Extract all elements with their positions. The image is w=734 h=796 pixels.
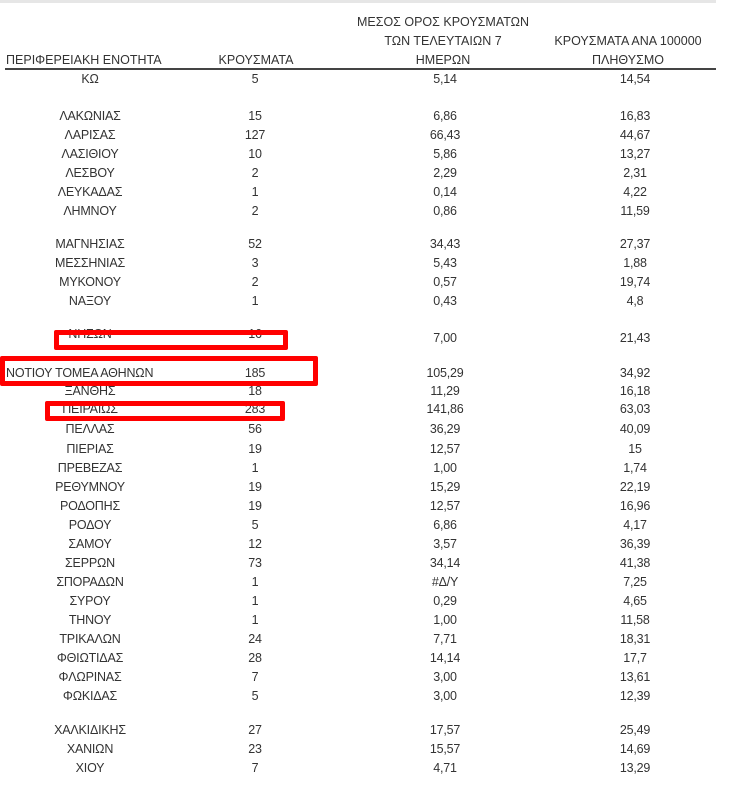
cell-cases: 7	[251, 761, 259, 775]
table-row	[0, 202, 734, 221]
cell-cases: 28	[248, 651, 262, 665]
cell-region: ΛΑΣΙΘΙΟΥ	[61, 147, 119, 161]
table-row	[0, 183, 734, 202]
cell-per100k: 19,74	[619, 275, 651, 289]
cell-per100k: 16,83	[619, 109, 651, 123]
cell-cases: 27	[248, 723, 262, 737]
cell-cases: 7	[251, 670, 259, 684]
table-row	[0, 145, 734, 164]
cell-cases: 19	[248, 442, 262, 456]
cell-cases: 10	[248, 147, 262, 161]
cell-avg7: 3,00	[433, 689, 457, 703]
cell-avg7: 15,29	[429, 480, 461, 494]
cell-per100k: 11,59	[620, 204, 650, 218]
cell-region: ΜΥΚΟΝΟΥ	[59, 275, 121, 289]
cell-region: ΡΟΔΟΠΗΣ	[60, 499, 120, 513]
cell-per100k: 41,38	[619, 556, 651, 570]
table-row	[0, 126, 734, 145]
table-row	[0, 440, 734, 459]
cell-region: ΧΑΛΚΙΔΙΚΗΣ	[54, 723, 126, 737]
cell-region: ΦΘΙΩΤΙΔΑΣ	[56, 651, 124, 665]
cell-cases: 2	[251, 275, 259, 289]
cell-per100k: 1,74	[623, 461, 647, 475]
cell-cases: 2	[251, 204, 259, 218]
cell-per100k: 15	[628, 442, 642, 456]
cell-per100k: 25,49	[619, 723, 651, 737]
table-row	[0, 70, 734, 89]
table-row	[0, 292, 734, 311]
cell-per100k: 36,39	[619, 537, 651, 551]
cell-avg7: 34,43	[429, 237, 461, 251]
cell-region: ΝΑΞΟΥ	[68, 294, 112, 308]
header-per100k-line2: ΠΛΗΘΥΣΜΟ	[592, 53, 664, 67]
cell-cases: 15	[248, 109, 262, 123]
cell-region: ΠΡΕΒΕΖΑΣ	[57, 461, 123, 475]
cell-avg7: 7,00	[433, 331, 457, 345]
cell-region: ΛΗΜΝΟΥ	[63, 204, 117, 218]
cell-per100k: 4,17	[623, 518, 647, 532]
cell-per100k: 14,69	[619, 742, 651, 756]
cell-avg7: 1,00	[433, 461, 457, 475]
cell-region: ΣΥΡΟΥ	[69, 594, 111, 608]
cell-cases: 3	[251, 256, 259, 270]
cell-region: ΛΕΥΚΑΔΑΣ	[57, 185, 123, 199]
cell-region: ΠΕΙΡΑΙΩΣ	[62, 402, 118, 416]
cell-per100k: 12,39	[619, 689, 651, 703]
table-row	[0, 649, 734, 668]
cell-cases: 1	[251, 594, 259, 608]
cell-avg7: 4,71	[433, 761, 457, 775]
header-cases: ΚΡΟΥΣΜΑΤΑ	[218, 53, 294, 67]
cell-region: ΝΟΤΙΟΥ ΤΟΜΕΑ ΑΘΗΝΩΝ	[6, 366, 154, 380]
cell-avg7: 0,14	[433, 185, 457, 199]
cell-per100k: 44,67	[619, 128, 651, 142]
header-avg7-line1: ΜΕΣΟΣ ΟΡΟΣ ΚΡΟΥΣΜΑΤΩΝ	[356, 15, 530, 29]
table-row	[0, 516, 734, 535]
cell-region: ΠΙΕΡΙΑΣ	[66, 442, 114, 456]
cell-region: ΣΕΡΡΩΝ	[65, 556, 115, 570]
cell-region: ΡΕΘΥΜΝΟΥ	[55, 480, 125, 494]
cell-cases: 19	[248, 480, 262, 494]
table-row	[0, 630, 734, 649]
cell-cases: 1	[251, 613, 259, 627]
table-row	[0, 721, 734, 740]
cell-per100k: 18,31	[619, 632, 651, 646]
table-row	[0, 497, 734, 516]
highlight-box-nison	[54, 330, 288, 350]
cell-avg7: 7,71	[433, 632, 457, 646]
cell-per100k: 40,09	[619, 422, 651, 436]
cell-per100k: 13,61	[619, 670, 651, 684]
cell-cases: 2	[251, 166, 259, 180]
cell-region: ΦΩΚΙΔΑΣ	[62, 689, 118, 703]
cell-region: ΝΗΣΩΝ	[68, 327, 112, 341]
cell-avg7: 36,29	[429, 422, 461, 436]
highlight-box-notiou-tomea-athinon	[0, 356, 318, 386]
cell-region: ΤΡΙΚΑΛΩΝ	[59, 632, 121, 646]
table-row	[0, 687, 734, 706]
cell-region: ΦΛΩΡΙΝΑΣ	[58, 670, 122, 684]
cell-avg7: 0,29	[433, 594, 457, 608]
highlight-box-peiraios	[45, 401, 285, 421]
cell-per100k: 22,19	[619, 480, 651, 494]
table-row	[0, 420, 734, 439]
cell-region: ΛΑΡΙΣΑΣ	[64, 128, 116, 142]
table-row	[0, 573, 734, 592]
cell-cases: 1	[251, 294, 259, 308]
table-row	[0, 668, 734, 687]
cell-cases: 1	[251, 461, 259, 475]
table-row	[0, 273, 734, 292]
cell-per100k: 4,8	[626, 294, 644, 308]
cell-cases: 5	[251, 518, 259, 532]
cell-avg7: #Δ/Υ	[431, 575, 459, 589]
cell-avg7: 1,00	[433, 613, 457, 627]
cell-per100k: 34,92	[619, 366, 651, 380]
cell-region: ΛΑΚΩΝΙΑΣ	[59, 109, 121, 123]
cell-per100k: 11,58	[620, 613, 650, 627]
cell-avg7: 14,14	[429, 651, 461, 665]
cell-avg7: 6,86	[433, 109, 457, 123]
cell-avg7: 5,86	[433, 147, 457, 161]
cell-per100k: 2,31	[623, 166, 647, 180]
cell-cases: 185	[244, 366, 266, 380]
cell-region: ΧΙΟΥ	[75, 761, 105, 775]
cell-per100k: 16,18	[619, 384, 651, 398]
cell-avg7: 2,29	[433, 166, 457, 180]
table-row	[0, 554, 734, 573]
cell-region: ΧΑΝΙΩΝ	[66, 742, 114, 756]
cell-per100k: 27,37	[619, 237, 651, 251]
cell-cases: 283	[244, 402, 266, 416]
cell-avg7: 12,57	[429, 442, 461, 456]
header-avg7-line2: ΤΩΝ ΤΕΛΕΥΤΑΙΩΝ 7	[384, 34, 502, 48]
cell-avg7: 66,43	[429, 128, 461, 142]
cell-avg7: 3,57	[433, 537, 457, 551]
cell-region: ΜΑΓΝΗΣΙΑΣ	[55, 237, 125, 251]
header-avg7-line3: ΗΜΕΡΩΝ	[415, 53, 471, 67]
table-row	[0, 107, 734, 126]
cell-region: ΠΕΛΛΑΣ	[65, 422, 115, 436]
cell-cases: 23	[248, 742, 262, 756]
cell-cases: 16	[248, 327, 262, 341]
cell-cases: 12	[248, 537, 262, 551]
table-row	[0, 592, 734, 611]
cell-avg7: 0,57	[433, 275, 457, 289]
cell-region: ΣΠΟΡΑΔΩΝ	[56, 575, 124, 589]
table-row	[0, 535, 734, 554]
cell-avg7: 0,43	[433, 294, 457, 308]
cell-avg7: 15,57	[429, 742, 461, 756]
cell-avg7: 34,14	[429, 556, 461, 570]
cell-avg7: 3,00	[433, 670, 457, 684]
cell-cases: 24	[248, 632, 262, 646]
table-row	[0, 235, 734, 254]
table-row	[0, 478, 734, 497]
table-row	[0, 164, 734, 183]
cell-avg7: 0,86	[433, 204, 457, 218]
top-border-line	[0, 0, 716, 3]
cell-cases: 56	[248, 422, 262, 436]
cell-cases: 19	[248, 499, 262, 513]
cell-cases: 52	[248, 237, 262, 251]
cell-region: ΞΑΝΘΗΣ	[64, 384, 116, 398]
table-row	[0, 254, 734, 273]
cell-avg7: 17,57	[429, 723, 461, 737]
cell-cases: 5	[251, 72, 259, 86]
cell-region: ΜΕΣΣΗΝΙΑΣ	[55, 256, 125, 270]
cell-per100k: 16,96	[619, 499, 651, 513]
table-row	[0, 611, 734, 630]
table-row	[0, 759, 734, 778]
header-per100k-line1: ΚΡΟΥΣΜΑΤΑ ΑΝΑ 100000	[554, 34, 702, 48]
cell-avg7: 5,14	[433, 72, 457, 86]
table-row	[0, 459, 734, 478]
cell-avg7: 105,29	[426, 366, 464, 380]
cell-per100k: 17,7	[623, 651, 647, 665]
cell-per100k: 13,27	[619, 147, 651, 161]
cell-cases: 73	[248, 556, 262, 570]
cell-avg7: 12,57	[429, 499, 461, 513]
table-row	[0, 740, 734, 759]
cell-per100k: 7,25	[623, 575, 647, 589]
cell-avg7: 11,29	[430, 384, 460, 398]
cell-avg7: 141,86	[426, 402, 464, 416]
cell-cases: 127	[244, 128, 266, 142]
header-per100k	[538, 32, 718, 70]
cell-per100k: 21,43	[619, 331, 651, 345]
cell-cases: 18	[248, 384, 262, 398]
cell-per100k: 14,54	[619, 72, 651, 86]
cell-cases: 1	[251, 185, 259, 199]
cell-cases: 5	[251, 689, 259, 703]
header-avg7	[348, 13, 538, 70]
cell-region: ΚΩ	[81, 72, 99, 86]
cell-per100k: 63,03	[619, 402, 651, 416]
cell-cases: 1	[251, 575, 259, 589]
cell-per100k: 1,88	[623, 256, 647, 270]
cell-avg7: 5,43	[433, 256, 457, 270]
cell-region: ΣΑΜΟΥ	[68, 537, 112, 551]
header-region: ΠΕΡΙΦΕΡΕΙΑΚΗ ΕΝΟΤΗΤΑ	[6, 53, 162, 67]
cell-per100k: 4,65	[623, 594, 647, 608]
cell-region: ΤΗΝΟΥ	[68, 613, 112, 627]
cell-per100k: 13,29	[619, 761, 651, 775]
cell-per100k: 4,22	[623, 185, 647, 199]
cell-avg7: 6,86	[433, 518, 457, 532]
cell-region: ΡΟΔΟΥ	[68, 518, 112, 532]
cell-region: ΛΕΣΒΟΥ	[65, 166, 115, 180]
